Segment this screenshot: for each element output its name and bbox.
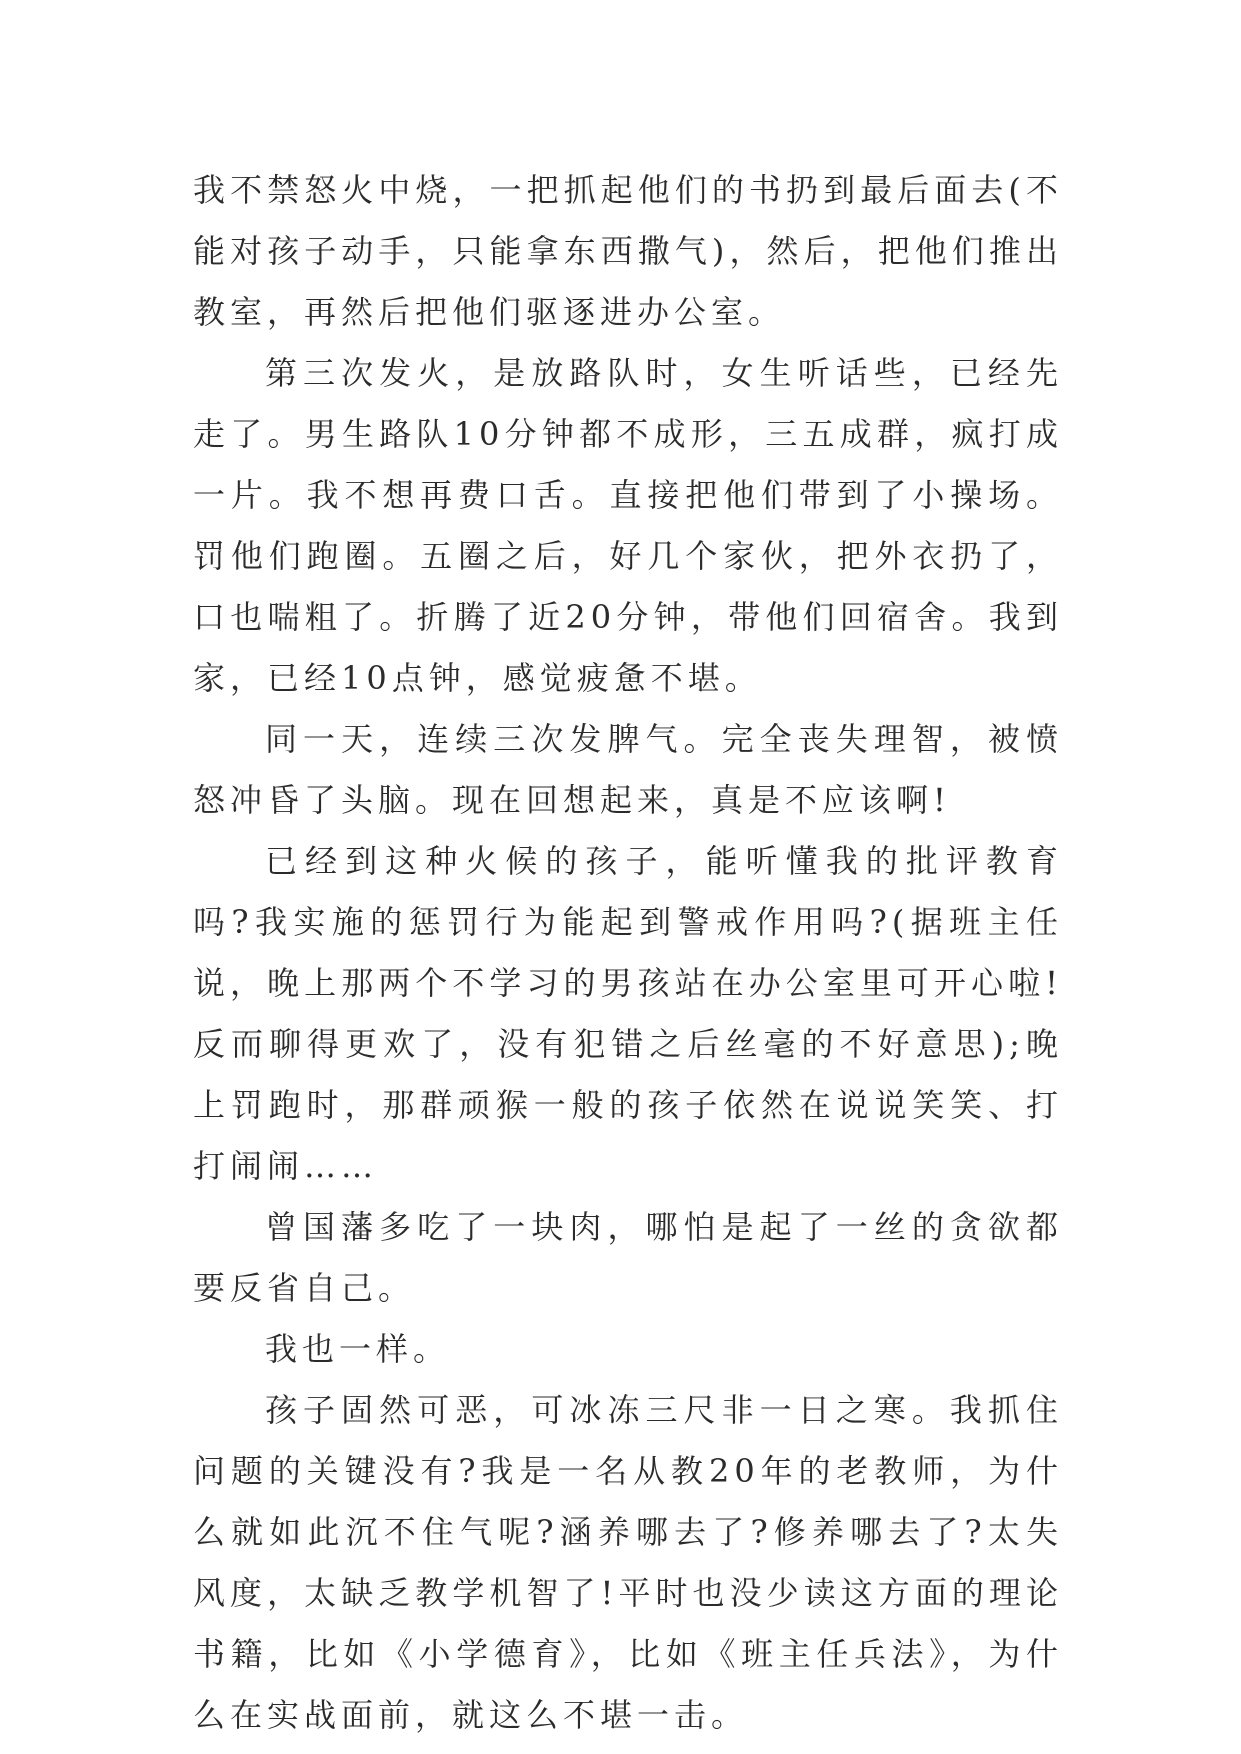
paragraph: 已经到这种火候的孩子，能听懂我的批评教育吗?我实施的惩罚行为能起到警戒作用吗?(据班主任说，晚上那两个不学习的男孩站在办公室里可开心啦!反而聊得更欢了，没有犯错之后丝毫的不好意思);晚上罚跑时，那群顽猴一般的孩子依然在说说笑笑、打打闹闹…… [193,842,1063,1185]
paragraph: 我也一样。 [265,1330,451,1368]
document-body [193,160,1063,1746]
paragraph: 孩子固然可恶，可冰冻三尺非一日之寒。我抓住问题的关键没有?我是一名从教20年的老教师，为什么就如此沉不住气呢?涵养哪去了?修养哪去了?太失风度，太缺乏教学机智了!平时也没少读这方面的理论书籍，比如《小学德育》，比如《班主任兵法》，为什么在实战面前，就这么不堪一击。 [193,1391,1063,1734]
paragraph: 我不禁怒火中烧，一把抓起他们的书扔到最后面去(不能对孩子动手，只能拿东西撒气)，然后，把他们推出教室，再然后把他们驱逐进办公室。 [193,171,1063,331]
paragraph: 第三次发火，是放路队时，女生听话些，已经先走了。男生路队10分钟都不成形，三五成群，疯打成一片。我不想再费口舌。直接把他们带到了小操场。罚他们跑圈。五圈之后，好几个家伙，把外衣扔了，口也喘粗了。折腾了近20分钟，带他们回宿舍。我到家，已经10点钟，感觉疲惫不堪。 [193,354,1063,697]
paragraph: 同一天，连续三次发脾气。完全丧失理智，被愤怒冲昏了头脑。现在回想起来，真是不应该啊! [193,720,1063,819]
paragraph: 曾国藩多吃了一块肉，哪怕是起了一丝的贪欲都要反省自己。 [193,1208,1063,1307]
